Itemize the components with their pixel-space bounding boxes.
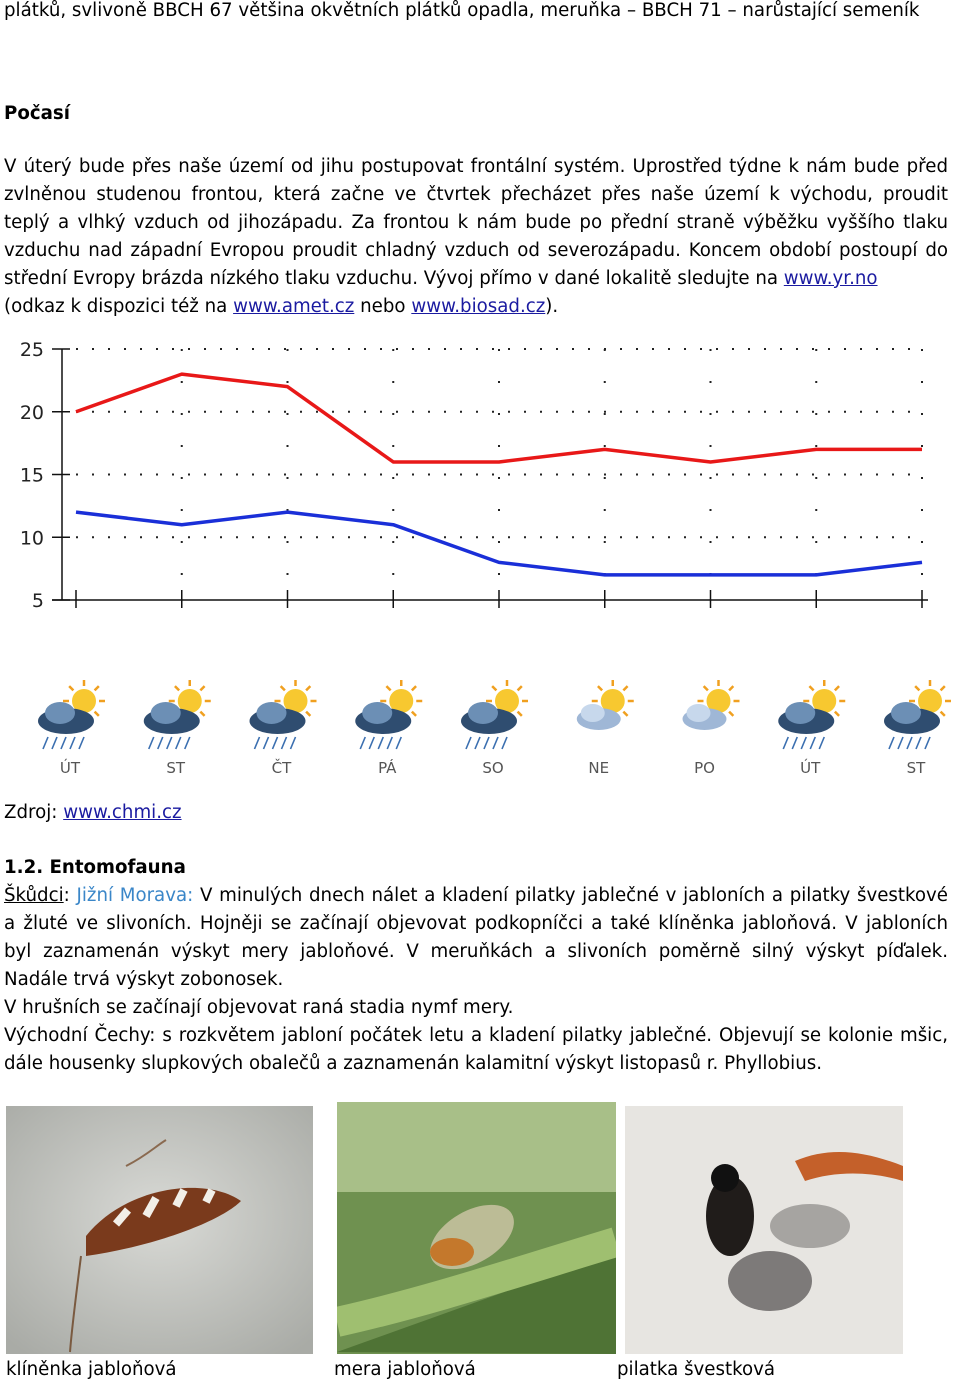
rain-drop: [889, 737, 894, 749]
sun-cloud-rain-icon: [461, 680, 528, 749]
sun-cloud-rain-icon: [38, 680, 105, 749]
rain-drop: [810, 737, 815, 749]
yr-link[interactable]: www.yr.no: [784, 268, 878, 289]
sun-ray: [412, 712, 416, 716]
weather-text-line-1: V úterý bude přes naše území od jihu postupovat frontální systém. Uprostřed týdne k nám bude před: [4, 153, 948, 181]
rain-drop: [369, 737, 374, 749]
sun-ray: [729, 712, 733, 716]
top-text-line: plátků, svlivoně BBCH 67 většina okvětních plátků opadla, meruňka – BBCH 71 – narůstající semeník: [4, 0, 948, 25]
x-tick-label: SO: [482, 759, 503, 777]
sun-ray: [835, 686, 839, 690]
sun-ray: [200, 686, 204, 690]
sun-ray: [729, 686, 733, 690]
caption-psyllid: mera jabloňová: [334, 1356, 476, 1384]
series-2-line: [76, 512, 922, 575]
weather-text-line-4: vzduchu nad západní Evropou proudit chladný vzduch od severozápadu. Koncem období postoupí do: [4, 237, 948, 265]
sun-ray: [835, 712, 839, 716]
sun-ray: [412, 686, 416, 690]
sun-ray: [704, 686, 708, 690]
rain-drop: [898, 737, 903, 749]
weather-text-line-6: [4, 293, 948, 321]
sun-ray: [518, 712, 522, 716]
sun-ray: [175, 686, 179, 690]
sun-cloud-rain-icon: [778, 680, 845, 749]
weather-text-line-5: [4, 265, 948, 293]
chart-axes: [52, 349, 928, 608]
rain-drop: [158, 737, 163, 749]
y-tick-label: 25: [20, 339, 44, 361]
cloud-puff: [581, 704, 605, 722]
entomo-line-5: V hrušních se začínají objevovat raná stadia nymf mery.: [4, 994, 948, 1022]
rain-drop: [475, 737, 480, 749]
entomo-line-4: Nadále trvá výskyt zobonosek.: [4, 966, 948, 994]
y-tick-labels: [20, 339, 44, 612]
sun-ray: [492, 686, 496, 690]
rain-drop: [792, 737, 797, 749]
rain-drop: [282, 737, 287, 749]
region-south-moravia: Jižní Morava:: [77, 885, 194, 906]
chart-series: [76, 374, 922, 575]
entomo-line-1-text: V minulých dnech nálet a kladení pilatky jablečné v jabloních a pilatky švestkové: [200, 885, 948, 906]
sun-ray: [623, 686, 627, 690]
weather-text-line-2: zvlněnou studenou frontou, která začne ve čtvrtek přecházet přes naše území k východu, proudit: [4, 181, 948, 209]
rain-drop: [61, 737, 66, 749]
rain-drop: [907, 737, 912, 749]
y-tick-label: 15: [20, 465, 44, 487]
links-suffix: ).: [545, 296, 558, 317]
entomo-line-7: dále housenky slupkových obalečů a zaznamenán kalamitní výskyt listopasů r. Phyllobius.: [4, 1050, 948, 1078]
rain-drop: [70, 737, 75, 749]
x-tick-label: ČT: [272, 758, 292, 777]
weather-text-line-5-text: střední Evropy brázda nízkého tlaku vzduchu. Vývoj přímo v dané lokalitě sledujte na: [4, 268, 778, 289]
sun-cloud-rain-icon: [144, 680, 211, 749]
sun-ray: [598, 686, 602, 690]
x-tick-label: ST: [166, 759, 186, 777]
rain-drop: [916, 737, 921, 749]
section-title: Entomofauna: [49, 857, 185, 878]
sun-ray: [281, 686, 285, 690]
entomo-line-3: byl zaznamenán výskyt mery jabloňové. V meruňkách a slivoních poměrně silný výskyt píďalek.: [4, 938, 948, 966]
links-mid: nebo: [360, 296, 405, 317]
sun-cloud-icon: [577, 680, 634, 730]
photo-psyllid: [337, 1102, 616, 1354]
sun-ray: [306, 686, 310, 690]
links-prefix: (odkaz k dispozici též na: [4, 296, 227, 317]
source-label: Zdroj:: [4, 802, 57, 823]
cloud-puff: [362, 702, 392, 724]
entomo-line-6: Východní Čechy: s rozkvětem jabloní počátek letu a kladení pilatky jablečné. Objevují se kolonie mšic,: [4, 1022, 948, 1050]
sun-cloud-icon: [683, 680, 740, 730]
rain-drop: [149, 737, 154, 749]
x-tick-label: ÚT: [800, 758, 821, 777]
sun-ray: [941, 686, 945, 690]
cloud-puff: [891, 702, 921, 724]
entomo-line-1: Škůdci: Jižní Morava: V minulých dnech nálet a kladení pilatky jablečné v jabloních a pilatky švestkové: [4, 882, 948, 910]
entomo-line-2: a žluté ve slivoních. Hojněji se začínají objevovat podkopníčci a také klíněnka jabloňová. V jabloních: [4, 910, 948, 938]
cloud-puff: [785, 702, 815, 724]
photo-moth: [6, 1106, 313, 1354]
sun-ray: [386, 686, 390, 690]
biosad-link[interactable]: www.biosad.cz: [411, 296, 545, 317]
section-heading: [4, 854, 948, 882]
rain-drop: [264, 737, 269, 749]
sun-ray: [518, 686, 522, 690]
rain-drop: [273, 737, 278, 749]
rain-drop: [79, 737, 84, 749]
x-tick-label: ÚT: [60, 758, 81, 777]
x-tick-label: ST: [907, 759, 927, 777]
rain-drop: [493, 737, 498, 749]
rain-drop: [783, 737, 788, 749]
sun-ray: [69, 686, 73, 690]
series-1-line: [76, 374, 922, 462]
cloud-puff: [687, 704, 711, 722]
rain-drop: [925, 737, 930, 749]
sun-ray: [200, 712, 204, 716]
x-tick-label: NE: [588, 759, 609, 777]
caption-sawfly: pilatka švestková: [617, 1356, 775, 1384]
sun-ray: [95, 712, 99, 716]
rain-drop: [378, 737, 383, 749]
chmi-link[interactable]: www.chmi.cz: [63, 802, 181, 823]
rain-drop: [801, 737, 806, 749]
rain-drop: [819, 737, 824, 749]
rain-drop: [176, 737, 181, 749]
rain-drop: [255, 737, 260, 749]
y-tick-label: 5: [32, 590, 44, 612]
sun-ray: [809, 686, 813, 690]
rain-drop: [167, 737, 172, 749]
rain-drop: [52, 737, 57, 749]
y-tick-label: 10: [20, 527, 44, 549]
caption-moth: klíněnka jabloňová: [6, 1356, 177, 1384]
cloud-puff: [45, 702, 75, 724]
cloud-puff: [468, 702, 498, 724]
rain-drop: [185, 737, 190, 749]
weather-heading: Počasí: [4, 100, 948, 128]
rain-drop: [43, 737, 48, 749]
rain-drop: [291, 737, 296, 749]
pests-label: Škůdci: [4, 885, 64, 906]
sun-ray: [95, 686, 99, 690]
temperature-chart: [0, 330, 960, 790]
sun-cloud-rain-icon: [884, 680, 951, 749]
section-number: 1.2.: [4, 857, 43, 878]
cloud-puff: [257, 702, 287, 724]
weather-icons: [38, 680, 951, 749]
rain-drop: [387, 737, 392, 749]
rain-drop: [466, 737, 471, 749]
x-tick-labels: [60, 758, 926, 777]
sun-cloud-rain-icon: [250, 680, 317, 749]
rain-drop: [484, 737, 489, 749]
sun-ray: [306, 712, 310, 716]
rain-drop: [396, 737, 401, 749]
x-tick-label: PO: [694, 759, 715, 777]
sun-ray: [915, 686, 919, 690]
sun-ray: [941, 712, 945, 716]
cloud-puff: [151, 702, 181, 724]
source-line: [4, 799, 948, 827]
amet-link[interactable]: www.amet.cz: [233, 296, 354, 317]
rain-drop: [502, 737, 507, 749]
y-tick-label: 20: [20, 402, 44, 424]
weather-text-line-3: teplý a vlhký vzduch od jihozápadu. Za frontou k nám bude po přední straně výběžku vyššího tlaku: [4, 209, 948, 237]
rain-drop: [360, 737, 365, 749]
sun-cloud-rain-icon: [355, 680, 422, 749]
sun-ray: [623, 712, 627, 716]
x-tick-label: PÁ: [378, 758, 397, 777]
photo-sawfly: [625, 1106, 903, 1354]
